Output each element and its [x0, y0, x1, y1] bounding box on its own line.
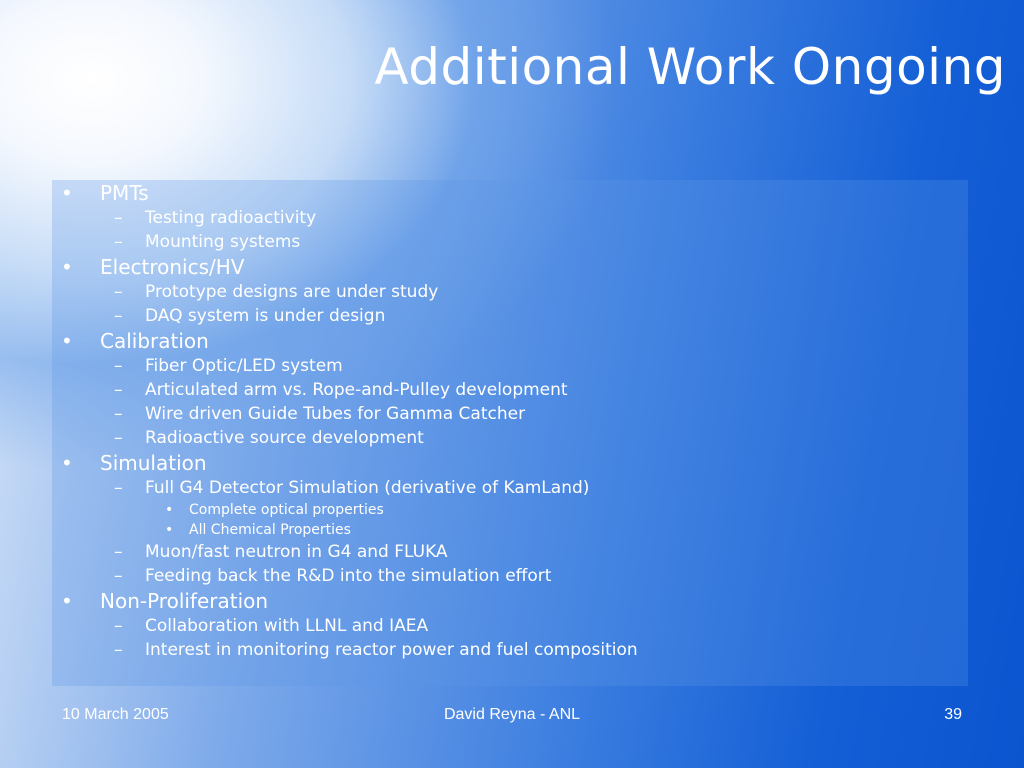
dash-icon: – — [114, 356, 123, 376]
dash-icon: – — [114, 404, 123, 424]
sub-bullet-text: Collaboration with LLNL and IAEA — [145, 616, 429, 636]
sub-bullet-text: Interest in monitoring reactor power and fuel composition — [145, 640, 638, 660]
sub-bullet — [52, 378, 968, 402]
bullet-dot-icon: • — [61, 451, 73, 475]
sub-bullet — [52, 304, 968, 328]
bullet-label: PMTs — [100, 181, 149, 205]
bullet-calibration — [52, 328, 968, 354]
sub-sub-bullet-text: Complete optical properties — [189, 502, 384, 518]
footer-page-number: 39 — [944, 706, 962, 723]
bullet-simulation — [52, 450, 968, 476]
bullet-label: Non-Proliferation — [100, 589, 269, 613]
bullet-non-proliferation — [52, 588, 968, 614]
sub-sub-bullet — [52, 500, 968, 520]
sub-bullet-text: Mounting systems — [145, 232, 301, 252]
dash-icon: – — [114, 380, 123, 400]
sub-bullet-text: Full G4 Detector Simulation (derivative of KamLand) — [145, 478, 590, 498]
bullet-label: Simulation — [100, 451, 207, 475]
sub-bullet — [52, 402, 968, 426]
footer-author: David Reyna - ANL — [443, 706, 581, 723]
bullet-dot-icon: • — [61, 255, 73, 279]
sub-bullet-text: Muon/fast neutron in G4 and FLUKA — [145, 542, 448, 562]
sub-bullet-text: Prototype designs are under study — [145, 282, 439, 302]
sub-bullet — [52, 540, 968, 564]
dash-icon: – — [114, 428, 123, 448]
dash-icon: – — [114, 282, 123, 302]
sub-sub-bullet-text: All Chemical Properties — [189, 522, 351, 538]
sub-bullet — [52, 638, 968, 662]
bullet-dot-icon: • — [61, 329, 73, 353]
footer-date: 10 March 2005 — [62, 706, 169, 723]
sub-bullet-text: Testing radioactivity — [145, 208, 317, 228]
sub-bullet — [52, 230, 968, 254]
dash-icon: – — [114, 566, 123, 586]
dash-icon: – — [114, 640, 123, 660]
dash-icon: – — [114, 478, 123, 498]
dash-icon: – — [114, 208, 123, 228]
dash-icon: – — [114, 616, 123, 636]
dash-icon: – — [114, 306, 123, 326]
dash-icon: – — [114, 542, 123, 562]
sub-bullet — [52, 564, 968, 588]
sub-bullet-text: Articulated arm vs. Rope-and-Pulley development — [145, 380, 568, 400]
bullet-dot-icon: • — [61, 589, 73, 613]
bullet-list — [52, 180, 968, 662]
sub-sub-bullet — [52, 520, 968, 540]
sub-bullet-text: Feeding back the R&D into the simulation effort — [145, 566, 552, 586]
sub-bullet-text: Radioactive source development — [145, 428, 424, 448]
sub-bullet-text: Wire driven Guide Tubes for Gamma Catcher — [145, 404, 526, 424]
sub-bullet — [52, 206, 968, 230]
sub-bullet — [52, 354, 968, 378]
bullet-label: Electronics/HV — [100, 255, 245, 279]
bullet-dot-icon: • — [61, 181, 73, 205]
slide-title: Additional Work Ongoing — [374, 38, 1006, 96]
sub-bullet-text: Fiber Optic/LED system — [145, 356, 343, 376]
content-box — [52, 180, 968, 686]
sub-bullet — [52, 614, 968, 638]
bullet-electronics-hv — [52, 254, 968, 280]
sub-bullet — [52, 280, 968, 304]
sub-bullet — [52, 426, 968, 450]
sub-bullet — [52, 476, 968, 500]
dash-icon: – — [114, 232, 123, 252]
sub-bullet-text: DAQ system is under design — [145, 306, 386, 326]
small-dot-icon: • — [165, 502, 174, 518]
small-dot-icon: • — [165, 522, 174, 538]
bullet-label: Calibration — [100, 329, 209, 353]
bullet-pmts — [52, 180, 968, 206]
